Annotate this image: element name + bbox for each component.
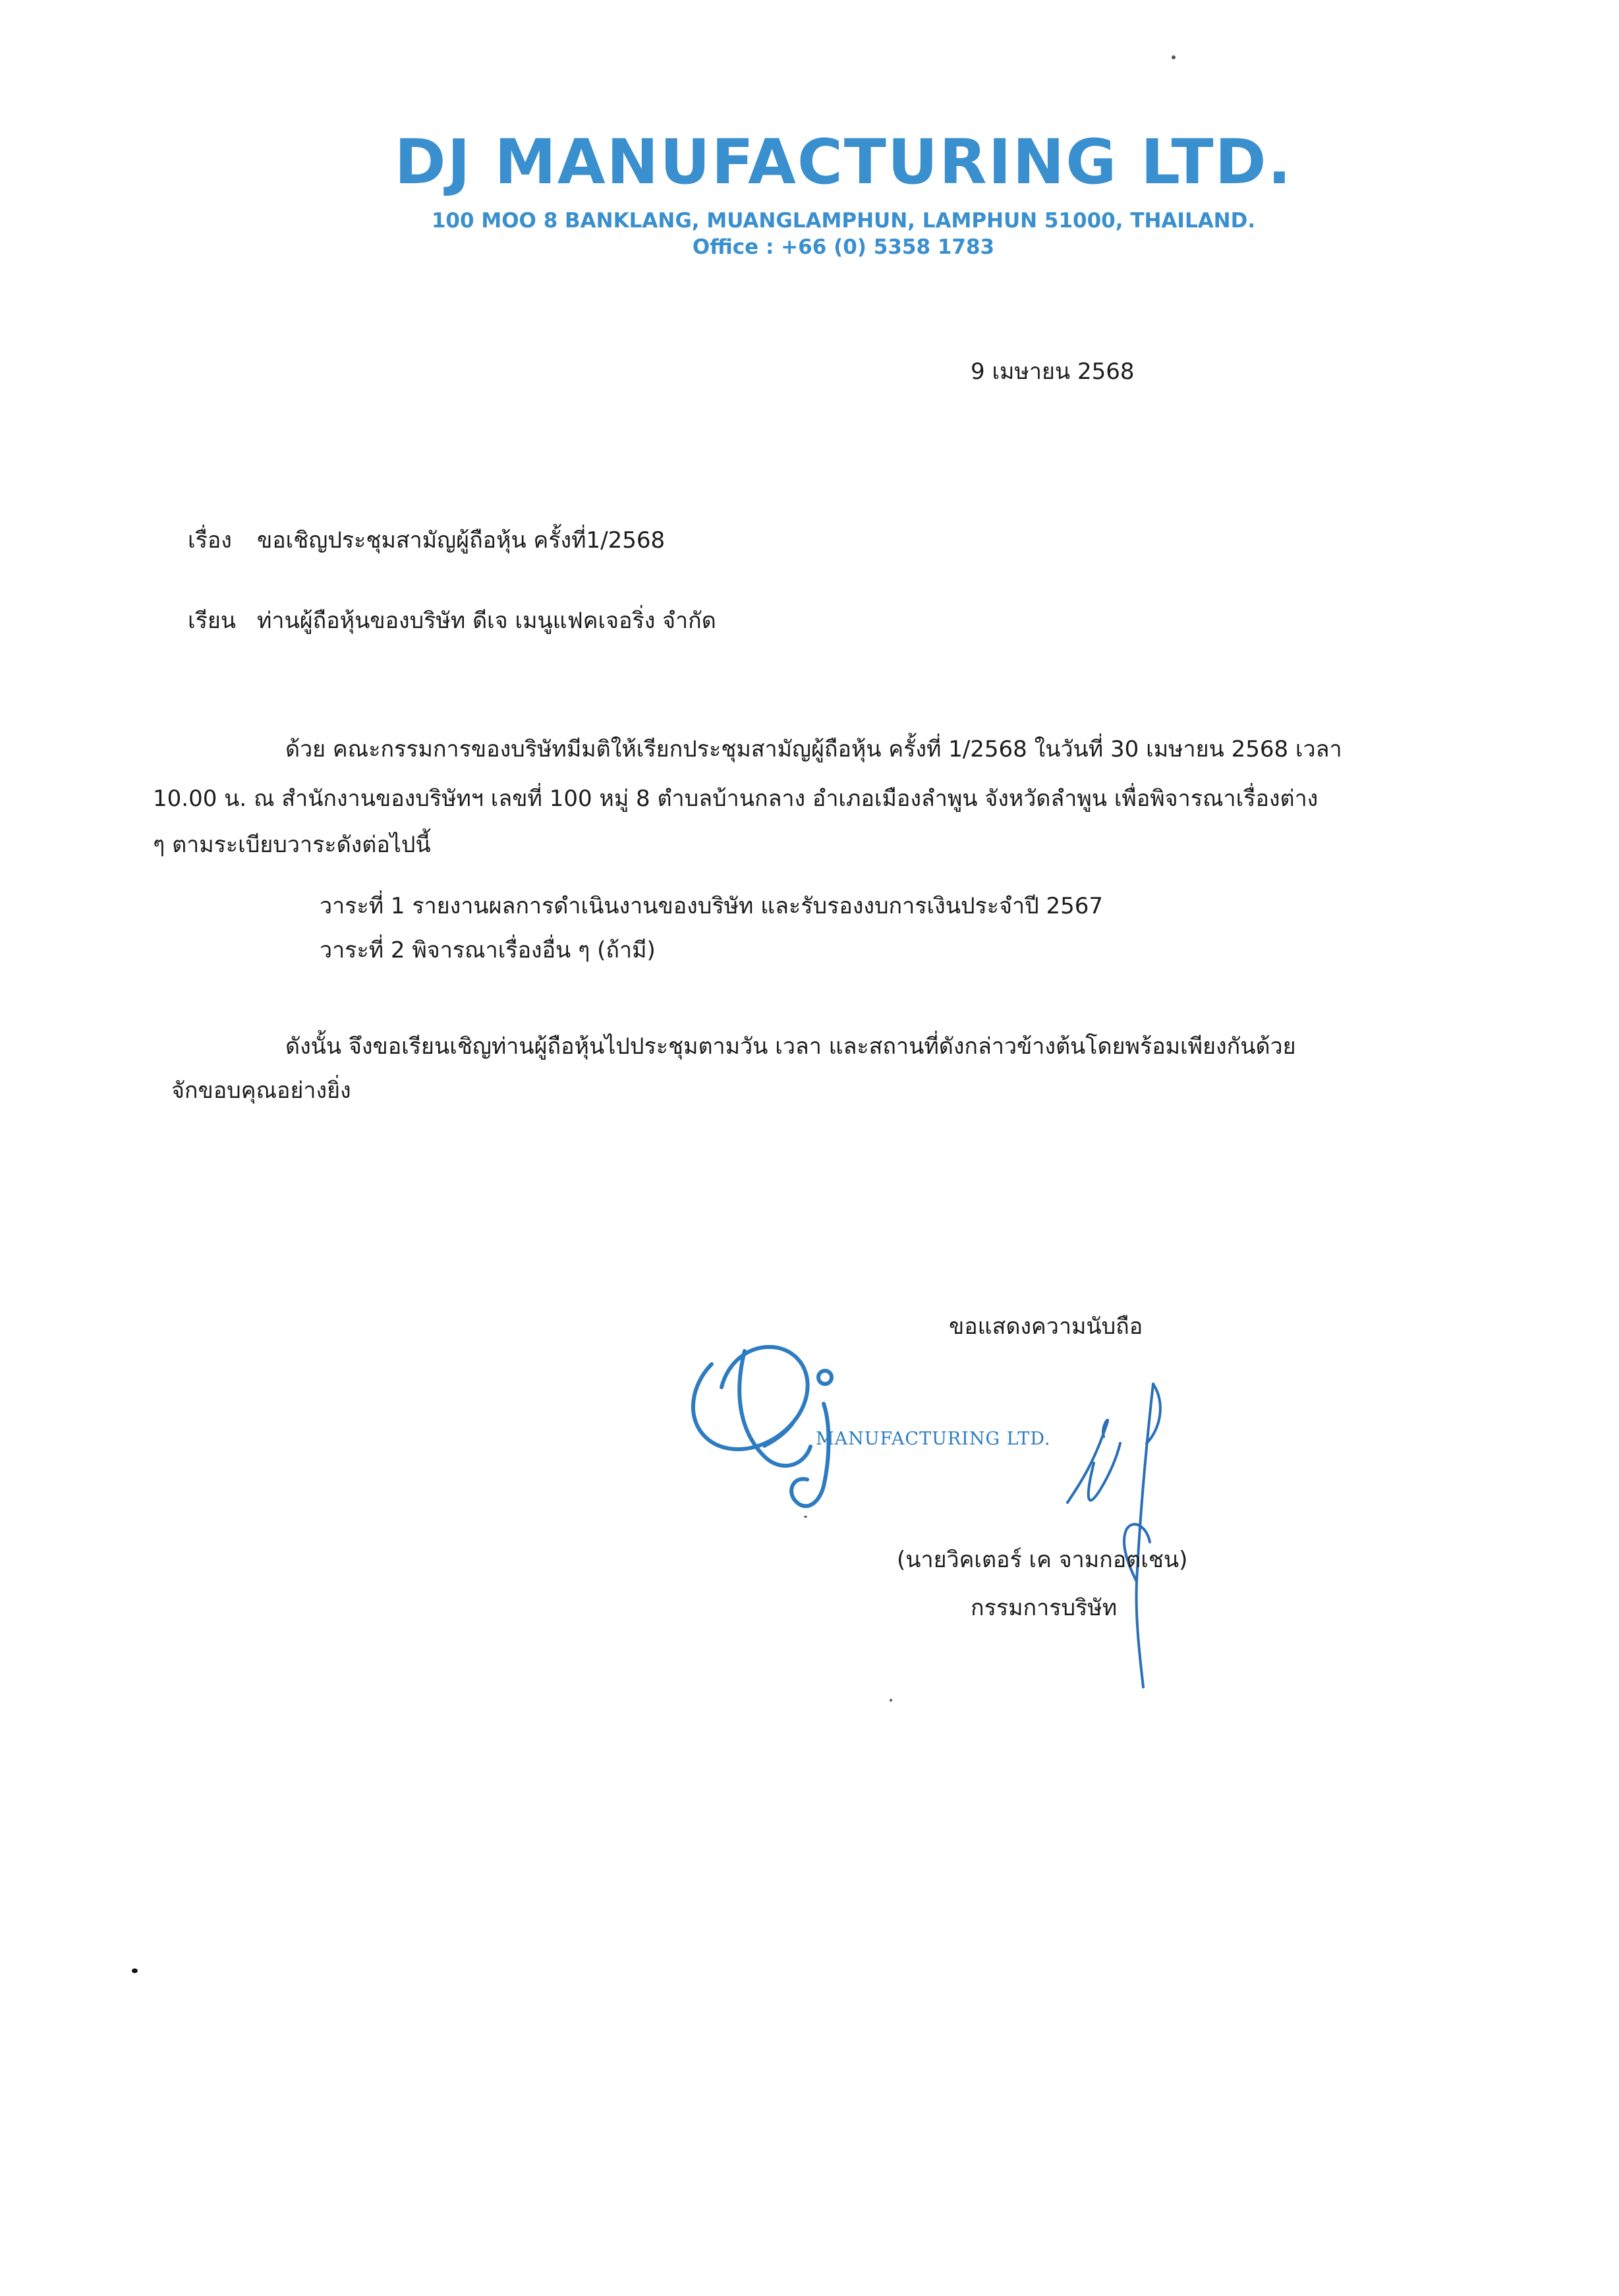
paragraph1-line: ด้วย คณะกรรมการของบริษัทมีมติให้เรียกประชุมสามัญผู้ถือหุ้น ครั้งที่ 1/2568 ในวันที่ 30 เมษายน 2568 เวลา <box>285 736 1342 762</box>
recipient-text: ท่านผู้ถือหุ้นของบริษัท ดีเจ เมนูแฟคเจอริ่ง จำกัด <box>257 608 716 634</box>
scan-speck <box>804 1516 807 1518</box>
company-address: 100 MOO 8 BANKLANG, MUANGLAMPHUN, LAMPHUN 51000, THAILAND. <box>431 209 1256 233</box>
company-phone: Office : +66 (0) 5358 1783 <box>692 235 995 259</box>
agenda-item-2: วาระที่ 2 พิจารณาเรื่องอื่น ๆ (ถ้ามี) <box>320 937 656 963</box>
paragraph1-line: 10.00 น. ณ สำนักงานของบริษัทฯ เลขที่ 100 หมู่ 8 ตำบลบ้านกลาง อำเภอเมืองลำพูน จังหวัดลำพูน เพื่อพิจารณาเรื่องต่าง <box>153 786 1319 812</box>
scan-speck <box>132 1968 138 1973</box>
recipient-label: เรียน <box>188 608 237 634</box>
paragraph2-line: จักขอบคุณอย่างยิ่ง <box>171 1077 351 1104</box>
scan-speck <box>1172 55 1176 59</box>
scan-speck <box>890 1699 892 1702</box>
letter-date: 9 เมษายน 2568 <box>971 359 1135 385</box>
subject-text: ขอเชิญประชุมสามัญผู้ถือหุ้น ครั้งที่1/2568 <box>257 527 666 554</box>
agenda-item-1: วาระที่ 1 รายงานผลการดำเนินงานของบริษัท และรับรองงบการเงินประจำปี 2567 <box>320 893 1103 919</box>
signature <box>1054 1364 1226 1707</box>
subject-label: เรื่อง <box>188 527 232 554</box>
seal-text: MANUFACTURING LTD. <box>816 1429 1051 1449</box>
closing-salutation: ขอแสดงความนับถือ <box>949 1313 1143 1340</box>
signer-title: กรรมการบริษัท <box>971 1595 1118 1621</box>
paragraph1-line: ๆ ตามระเบียบวาระดังต่อไปนี้ <box>153 832 431 858</box>
signer-name: (นายวิคเตอร์ เค จามกอตเชน) <box>897 1547 1188 1573</box>
paragraph2-line: ดังนั้น จึงขอเรียนเชิญท่านผู้ถือหุ้นไปประชุมตามวัน เวลา และสถานที่ดังกล่าวข้างต้นโดยพร้อมเพียงกันด้วย <box>285 1033 1296 1060</box>
company-name: DJ MANUFACTURING LTD. <box>394 127 1293 198</box>
